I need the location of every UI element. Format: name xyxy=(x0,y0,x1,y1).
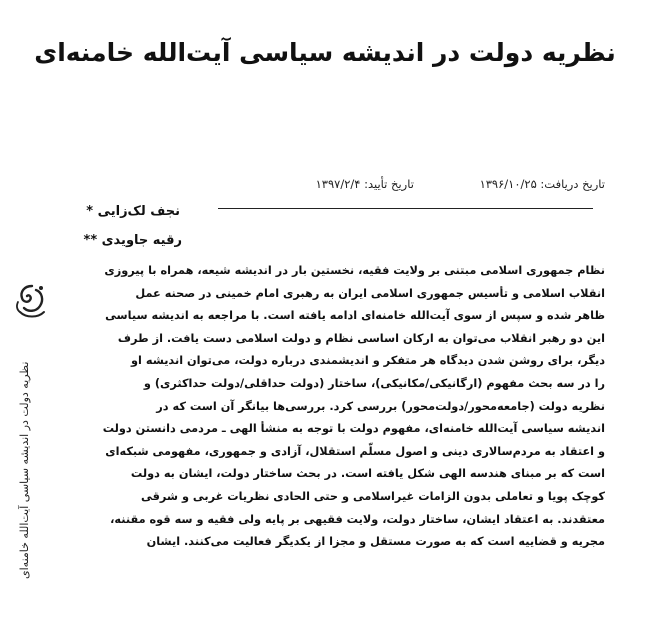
abstract-line: نظام جمهوری اسلامی مبتنی بر ولایت فقیه، نخستین بار در اندیشه شیعه، همراه با پیروزی xyxy=(104,264,605,277)
divider-rule xyxy=(218,208,593,209)
abstract-line: کوچک پویا و تعاملی بدون الزامات غیراسلامی و حتی الحادی نظریات غربی و شرقی xyxy=(141,489,605,503)
author-name: رقیه جاویدی ** xyxy=(83,233,182,248)
abstract-line: مجریه و قضاییه است که به صورت مستقل و مجزا از یکدیگر فعالیت می‌کنند. ایشان xyxy=(146,535,605,549)
abstract-line: را در سه بحث مفهوم (ارگانیکی/مکانیکی)، ساختار (دولت حداقلی/دولت حداکثری) و xyxy=(143,376,605,390)
date-received: تاریخ دریافت: ۱۳۹۶/۱۰/۲۵ xyxy=(479,177,605,191)
side-running-title: نظریه دولت در اندیشه سیاسی آیت‌الله خامنه‌ای xyxy=(18,361,31,579)
abstract-line: معتقدند. به اعتقاد ایشان، ساختار دولت، ولایت فقیهی بر پایه ولی فقیه و سه قوه مقننه، xyxy=(110,512,605,526)
abstract-line: است که بر مبنای هندسه الهی شکل یافته است. در بحث ساختار دولت، ایشان به دولت xyxy=(130,467,605,481)
dates-line xyxy=(316,177,605,191)
abstract-line: ظاهر شده و سپس از سوی آیت‌الله خامنه‌ای ادامه یافته است. با مراجعه به اندیشه سیاسی xyxy=(105,309,605,323)
abstract-line: این دو رهبر انقلاب می‌توان به ارکان اساسی نظام و دولت اسلامی دست یافت. از طرف xyxy=(117,331,605,345)
abstract-line: انقلاب اسلامی و تأسیس جمهوری اسلامی ایران به رهبری امام خمینی در صحنه عمل xyxy=(135,286,605,300)
abstract-line: دیگر، برای روشن شدن دیدگاه هر متفکر و اندیشمندی درباره دولت، می‌توان اندیشه او xyxy=(131,354,605,368)
author-name: نجف لک‌زایی * xyxy=(86,204,180,219)
abstract-line: اندیشه سیاسی آیت‌الله خامنه‌ای، مفهوم دولت با توجه به منشأ الهی ـ مردمی دانستن دولت xyxy=(102,422,605,436)
abstract xyxy=(75,260,605,554)
paper-title: نظریه دولت در اندیشه سیاسی آیت‌الله خامنه‌ای xyxy=(34,38,616,67)
abstract-line: نظریه دولت (جامعه‌محور/دولت‌محور) بررسی کرد. بررسی‌ها بیانگر آن است که در xyxy=(156,399,605,413)
abstract-line: و اعتقاد به مردم‌سالاری دینی و اصول مسلّم استقلال، آزادی و جمهوری، مفهومی شبکه‌ای xyxy=(105,444,605,458)
date-approved: تاریخ تأیید: ۱۳۹۷/۲/۴ xyxy=(315,177,414,191)
journal-logo-icon xyxy=(14,282,50,322)
